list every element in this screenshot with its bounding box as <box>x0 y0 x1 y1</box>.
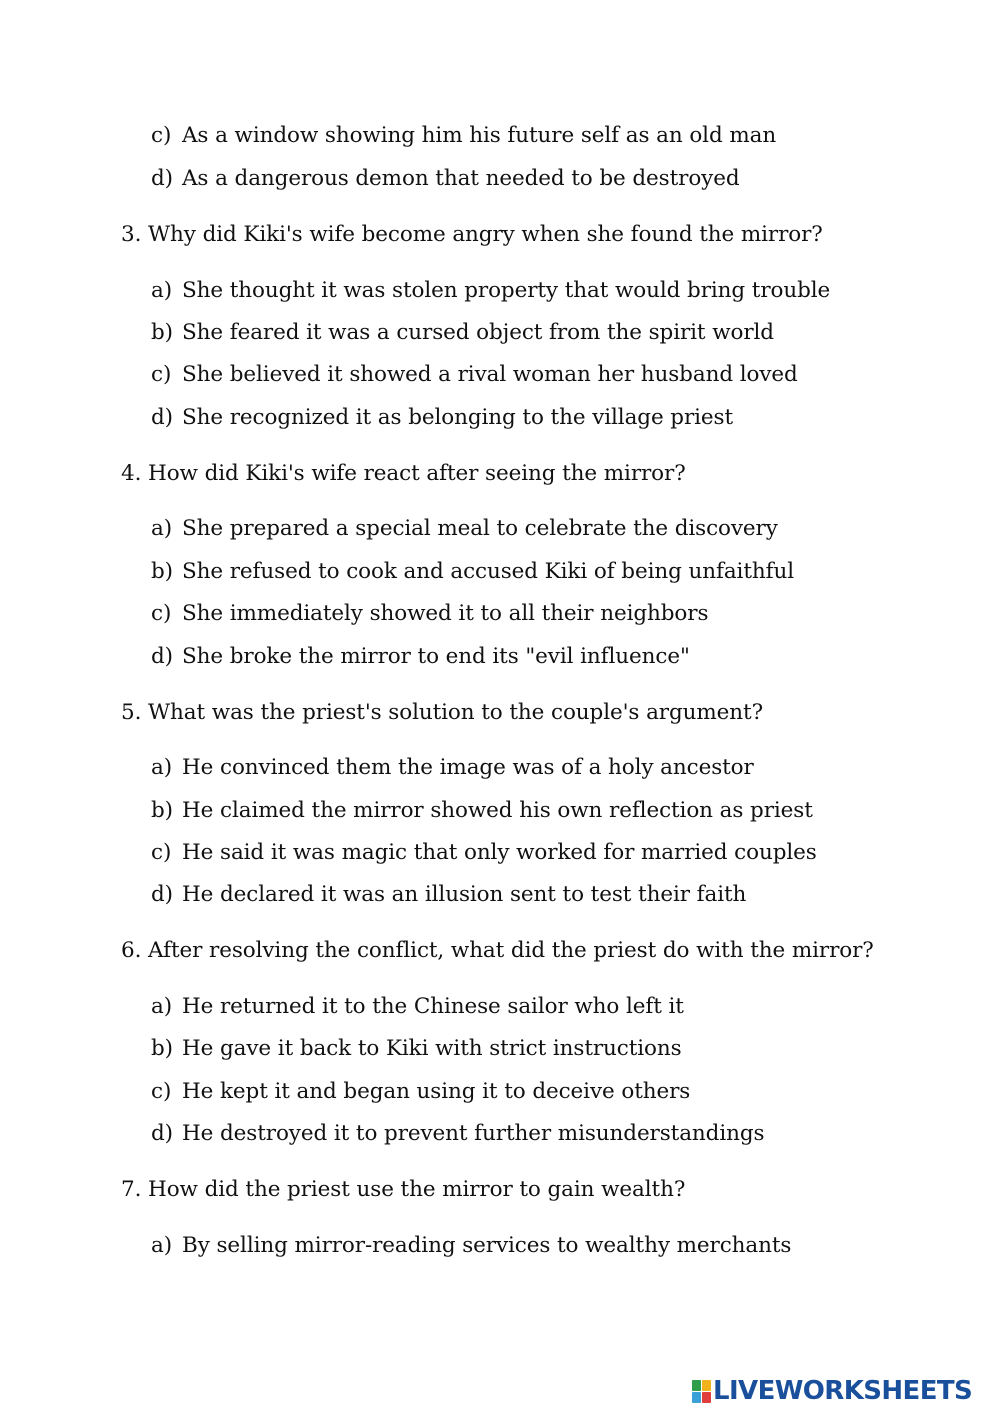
line-14 <box>151 796 813 826</box>
logo-tile-blue <box>692 1392 701 1403</box>
option-text: He declared it was an illusion sent to test their faith <box>182 882 747 907</box>
option-text: She refused to cook and accused Kiki of being unfaithful <box>182 559 795 584</box>
option-letter: c) <box>151 123 172 148</box>
line-0 <box>151 121 776 151</box>
line-16 <box>151 880 746 910</box>
line-3 <box>151 276 830 306</box>
option-text: She thought it was stolen property that would bring trouble <box>182 278 831 303</box>
line-23 <box>151 1231 791 1261</box>
option-text: She believed it showed a rival woman her husband loved <box>182 362 798 387</box>
line-10 <box>151 599 708 629</box>
liveworksheets-logo[interactable] <box>692 1376 972 1406</box>
option-letter: d) <box>151 644 173 669</box>
option-letter: c) <box>151 601 172 626</box>
line-9 <box>151 557 794 587</box>
option-text: He returned it to the Chinese sailor who left it <box>182 994 684 1019</box>
question-3: 3. Why did Kiki's wife become angry when she found the mirror? <box>121 222 823 247</box>
line-13 <box>151 753 754 783</box>
option-text: He gave it back to Kiki with strict instructions <box>182 1036 682 1061</box>
line-15 <box>151 838 817 868</box>
option-letter: b) <box>151 320 173 345</box>
line-8 <box>151 514 778 544</box>
line-11 <box>151 642 690 672</box>
option-letter: b) <box>151 798 173 823</box>
logo-tile-red <box>702 1392 711 1403</box>
option-letter: a) <box>151 516 173 541</box>
line-19 <box>151 1034 682 1064</box>
option-letter: d) <box>151 882 173 907</box>
option-text: By selling mirror-reading services to wealthy merchants <box>182 1233 792 1258</box>
option-letter: a) <box>151 278 173 303</box>
line-20 <box>151 1077 690 1107</box>
option-letter: b) <box>151 1036 173 1061</box>
question-6: 6. After resolving the conflict, what did the priest do with the mirror? <box>121 938 874 963</box>
option-letter: d) <box>151 166 173 191</box>
option-text: As a dangerous demon that needed to be destroyed <box>182 166 740 191</box>
line-18 <box>151 992 684 1022</box>
option-letter: a) <box>151 994 173 1019</box>
option-letter: a) <box>151 1233 173 1258</box>
option-text: He claimed the mirror showed his own reflection as priest <box>182 798 813 823</box>
line-6 <box>151 403 733 433</box>
brand-name: LIVEWORKSHEETS <box>713 1376 973 1406</box>
option-letter: d) <box>151 405 173 430</box>
line-21 <box>151 1119 764 1149</box>
option-text: He kept it and began using it to deceive others <box>182 1079 691 1104</box>
option-text: She immediately showed it to all their neighbors <box>182 601 709 626</box>
option-text: He convinced them the image was of a holy ancestor <box>182 755 754 780</box>
option-text: He said it was magic that only worked for married couples <box>182 840 817 865</box>
option-text: She prepared a special meal to celebrate the discovery <box>182 516 778 541</box>
option-letter: c) <box>151 362 172 387</box>
question-7: 7. How did the priest use the mirror to gain wealth? <box>121 1177 686 1202</box>
line-4 <box>151 318 774 348</box>
option-text: She recognized it as belonging to the village priest <box>182 405 734 430</box>
question-4: 4. How did Kiki's wife react after seeing the mirror? <box>121 461 686 486</box>
option-letter: b) <box>151 559 173 584</box>
option-text: She feared it was a cursed object from the spirit world <box>182 320 774 345</box>
option-text: He destroyed it to prevent further misunderstandings <box>182 1121 765 1146</box>
liveworksheets-logo-icon <box>692 1380 711 1403</box>
line-1 <box>151 164 740 194</box>
question-5: 5. What was the priest's solution to the couple's argument? <box>121 700 764 725</box>
option-letter: a) <box>151 755 173 780</box>
option-text: As a window showing him his future self as an old man <box>182 123 777 148</box>
option-text: She broke the mirror to end its "evil influence" <box>182 644 690 669</box>
logo-tile-green <box>692 1380 701 1391</box>
option-letter: c) <box>151 1079 172 1104</box>
option-letter: d) <box>151 1121 173 1146</box>
option-letter: c) <box>151 840 172 865</box>
line-5 <box>151 360 798 390</box>
logo-tile-yellow <box>702 1380 711 1391</box>
